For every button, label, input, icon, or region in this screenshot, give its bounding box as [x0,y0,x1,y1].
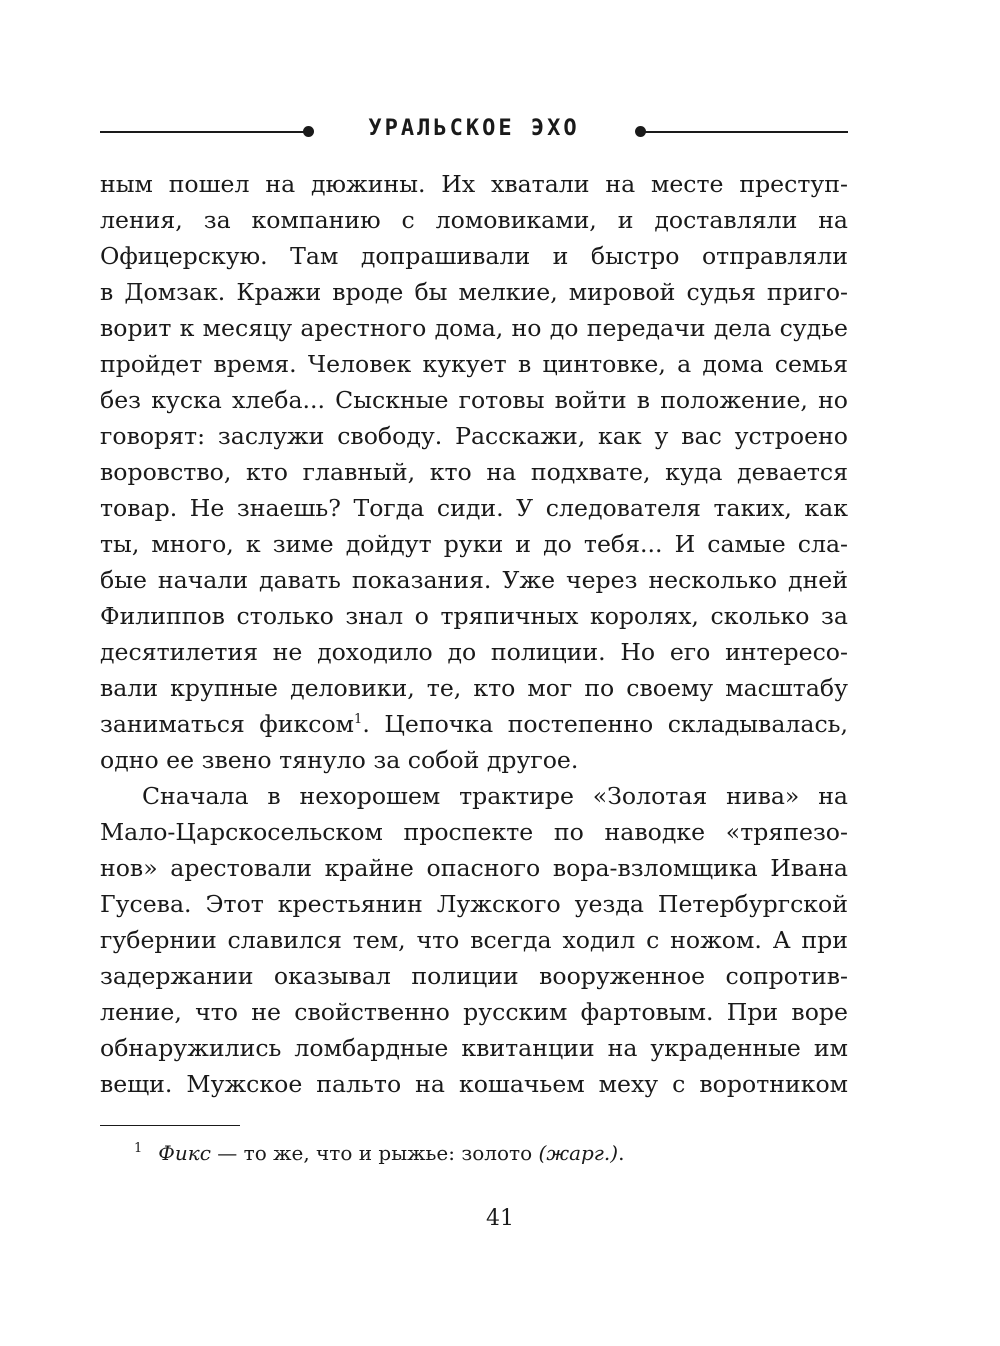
paragraph-first-line: Сначала в нехорошем трактире «Золотая нива» на [142,782,848,810]
footnote-term: Фикс [158,1141,211,1165]
text-line: говорят: заслужи свободу. Расскажи, как у вас устроено [100,422,848,450]
text-line: вали крупные деловики, те, кто мог по своему масштабу [100,674,848,702]
text-line: без куска хлеба... Сыскные готовы войти в положение, но [100,386,848,414]
running-title: УРАЛЬСКОЕ ЭХО [368,116,580,141]
footnote-definition: — то же, что и рыжье: золото [210,1141,539,1165]
text-line: ление, что не свойственно русским фартовым. При воре [100,998,848,1026]
text-line: губернии славился тем, что всегда ходил с ножом. А при [100,926,848,954]
text-line: воровство, кто главный, кто на подхвате, куда девается [100,458,848,486]
text-line: нов» арестовали крайне опасного вора-взломщика Ивана [100,854,848,882]
text-line: обнаружились ломбардные квитанции на украденные им [100,1034,848,1062]
text-line: десятилетия не доходило до полиции. Но его интересо- [100,638,848,666]
text-line: бые начали давать показания. Уже через несколько дней [100,566,848,594]
text-line: в Домзак. Кражи вроде бы мелкие, мировой судья приго- [100,278,848,306]
text-line: вещи. Мужское пальто на кошачьем меху с воротником [100,1070,848,1098]
text-line: задержании оказывал полиции вооруженное сопротив- [100,962,848,990]
body-text [100,166,848,1102]
text-line: Филиппов столько знал о тряпичных королях, сколько за [100,602,848,630]
text-fragment: заниматься фиксом [100,710,355,738]
footnote-reference: 1 [354,712,363,728]
text-line: Гусева. Этот крестьянин Лужского уезда Петербургской [100,890,848,918]
header-dot-left [303,126,314,137]
footnote [134,1140,624,1166]
footnote-mark: 1 [134,1141,143,1157]
text-line-with-footnote-ref [100,706,848,742]
text-line: Мало-Царскосельском проспекте по наводке «тряпезо- [100,818,848,846]
page-number: 41 [486,1206,514,1231]
text-line: ты, много, к зиме дойдут руки и до тебя... И самые сла- [100,530,848,558]
running-header [100,112,848,152]
footnote-note: (жарг.) [538,1141,619,1165]
footnote-end: . [618,1141,625,1165]
paragraph-last-line: одно ее звено тянуло за собой другое. [100,746,579,774]
text-line: ворит к месяцу арестного дома, но до передачи дела судье [100,314,848,342]
text-line: ным пошел на дюжины. Их хватали на месте преступ- [100,170,848,198]
footnote-separator [100,1125,240,1126]
text-line: товар. Не знаешь? Тогда сиди. У следователя таких, как [100,494,848,522]
text-fragment: . Цепочка постепенно складывалась, [362,710,848,738]
text-line: пройдет время. Человек кукует в цинтовке, а дома семья [100,350,848,378]
header-rule-right [640,131,848,133]
header-rule-left [100,131,306,133]
text-line: Офицерскую. Там допрашивали и быстро отправляли [100,242,848,270]
text-line: ления, за компанию с ломовиками, и доставляли на [100,206,848,234]
